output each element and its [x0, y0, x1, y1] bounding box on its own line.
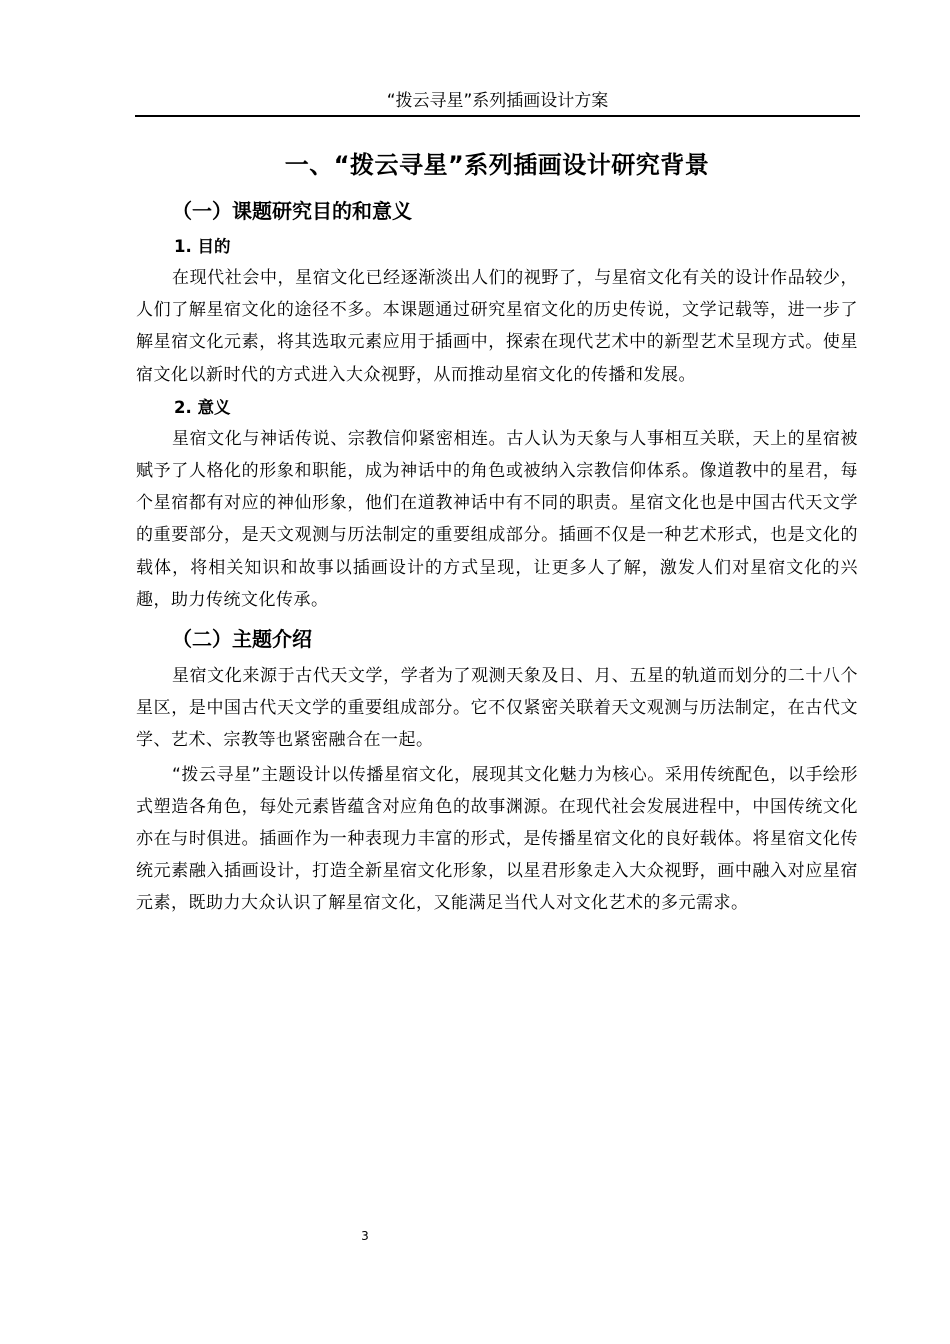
- chapter-title: 一、“拨云寻星”系列插画设计研究背景: [284, 151, 710, 179]
- paragraph-theme-1: 星宿文化来源于古代天文学，学者为了观测天象及日、月、五星的轨道而划分的二十八个星区，是中国古代天文学的重要组成部分。它不仅紧密关联着天文观测与历法制定，在古代文学、艺术、宗教等也紧密融合在一起。: [136, 666, 858, 751]
- paragraph-purpose: 在现代社会中，星宿文化已经逐渐淡出人们的视野了，与星宿文化有关的设计作品较少，人们了解星宿文化的途径不多。本课题通过研究星宿文化的历史传说，文学记载等，进一步了解星宿文化元素，将其选取元素应用于插画中，探索在现代艺术中的新型艺术呈现方式。使星宿文化以新时代的方式进入大众视野，从而推动星宿文化的传播和发展。: [136, 268, 858, 385]
- subsection-title-purpose: 1. 目的: [174, 237, 231, 256]
- header-rule: [135, 115, 860, 117]
- page-content: [136, 140, 858, 920]
- paragraph-significance: 星宿文化与神话传说、宗教信仰紧密相连。古人认为天象与人事相互关联，天上的星宿被赋予了人格化的形象和职能，成为神话中的角色或被纳入宗教信仰体系。像道教中的星君，每个星宿都有对应的神仙形象，他们在道教神话中有不同的职责。星宿文化也是中国古代天文学的重要部分，是天文观测与历法制定的重要组成部分。插画不仅是一种艺术形式，也是文化的载体，将相关知识和故事以插画设计的方式呈现，让更多人了解，激发人们对星宿文化的兴趣，助力传统文化传承。: [136, 428, 858, 610]
- section-title-purpose-significance: （一）课题研究目的和意义: [172, 199, 412, 223]
- subsection-title-significance: 2. 意义: [174, 397, 231, 417]
- page-number: 3: [361, 1229, 369, 1243]
- paragraph-theme-2: “拨云寻星”主题设计以传播星宿文化，展现其文化魅力为核心。采用传统配色，以手绘形式塑造各角色，每处元素皆蕴含对应角色的故事渊源。在现代社会发展进程中，中国传统文化亦在与时俱进。插画作为一种表现力丰富的形式，是传播星宿文化的良好载体。将星宿文化传统元素融入插画设计，打造全新星宿文化形象，以星君形象走入大众视野，画中融入对应星宿元素，既助力大众认识了解星宿文化，又能满足当代人对文化艺术的多元需求。: [136, 764, 858, 914]
- running-header: “拨云寻星”系列插画设计方案: [386, 91, 609, 111]
- section-title-theme-intro: （二）主题介绍: [172, 627, 312, 652]
